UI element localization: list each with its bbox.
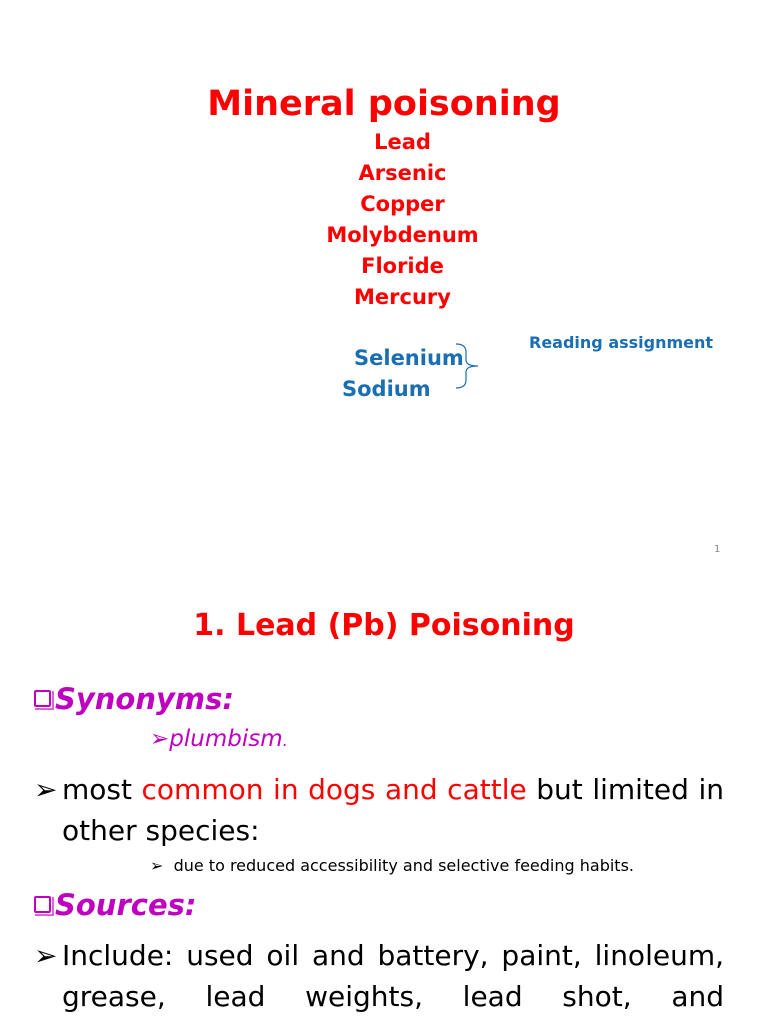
checkbox-bullet-icon	[34, 690, 51, 707]
mineral-item: Arsenic	[358, 161, 447, 185]
sources-heading: Sources:	[34, 888, 196, 922]
bullet-common-species: ➢ most common in dogs and cattle but limited in other species:	[34, 769, 724, 851]
checkbox-bullet-icon	[34, 896, 51, 913]
sub-bullet: ➢ due to reduced accessibility and selective feeding habits.	[150, 856, 634, 875]
reading-assignment-label: Reading assignment	[529, 333, 714, 352]
bullet-sources: ➢ Include: used oil and battery, paint, linoleum, grease, lead weights, lead shot, and	[34, 935, 724, 1017]
slide-2	[0, 576, 768, 1024]
synonyms-heading: Synonyms:	[34, 682, 234, 716]
mineral-item: Floride	[361, 254, 444, 278]
reading-item: Selenium	[354, 346, 464, 370]
mineral-item: Molybdenum	[326, 223, 479, 247]
slide-title: 1. Lead (Pb) Poisoning	[193, 608, 575, 643]
arrow-bullet-icon: ➢	[150, 856, 164, 875]
page-number: 1	[714, 544, 721, 555]
slide-title: Mineral poisoning	[207, 84, 561, 124]
mineral-item: Copper	[360, 192, 445, 216]
arrow-bullet-icon: ➢	[34, 939, 58, 972]
mineral-item: Mercury	[354, 285, 451, 309]
arrow-bullet-icon: ➢	[150, 726, 170, 752]
synonym-item: ➢plumbism.	[150, 726, 288, 752]
arrow-bullet-icon: ➢	[34, 773, 58, 806]
curly-brace-icon	[454, 342, 484, 390]
reading-item: Sodium	[342, 377, 431, 401]
mineral-item: Lead	[374, 130, 431, 154]
